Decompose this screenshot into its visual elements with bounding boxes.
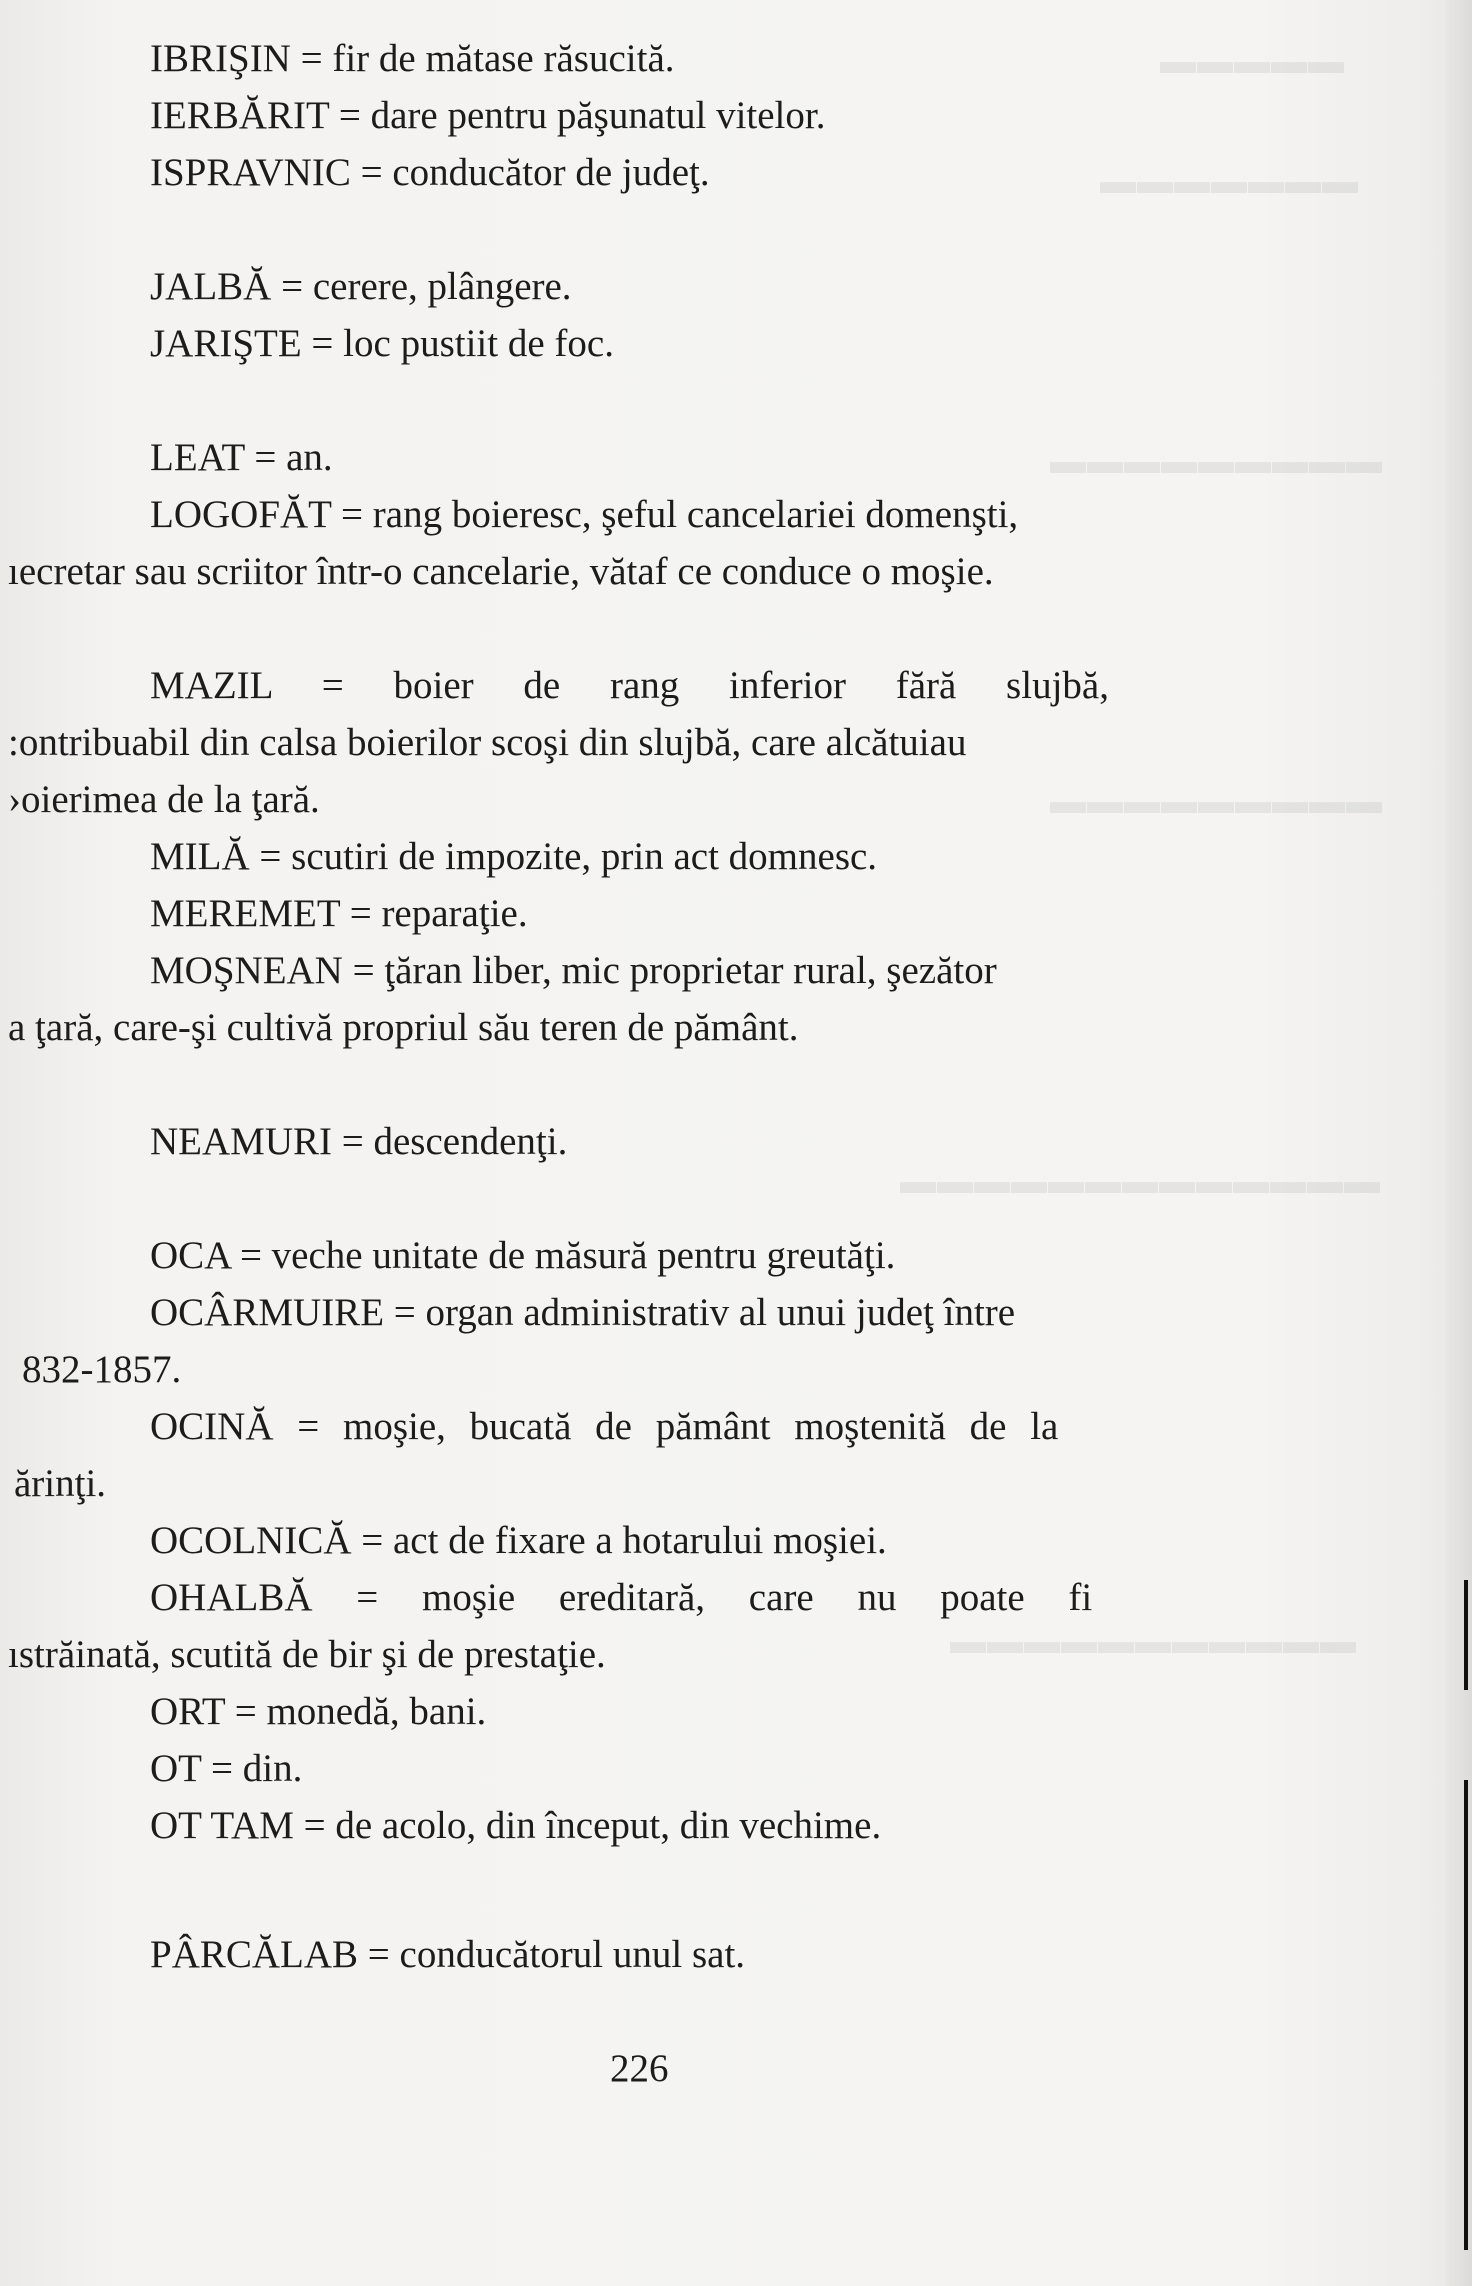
bleed-through-texture: ▬▬▬▬▬▬▬▬▬ <box>1050 781 1383 821</box>
entry-neamuri: NEAMURI = descendenţi. <box>150 1120 568 1163</box>
entry-mila: MILĂ = scutiri de impozite, prin act domnesc. <box>150 835 878 878</box>
entry-ibrisin: IBRIŞIN = fir de mătase răsucită. <box>150 37 675 80</box>
bleed-through-texture: ▬▬▬▬▬▬▬▬▬▬▬ <box>950 1621 1357 1661</box>
entry-jalba: JALBĂ = cerere, plângere. <box>150 265 572 308</box>
page-number: 226 <box>610 2047 669 2090</box>
entry-ocarmuire-line2: 832-1857. <box>22 1348 182 1391</box>
entry-ierbarit: IERBĂRIT = dare pentru păşunatul vitelor. <box>150 94 826 137</box>
entry-ocina-line1: OCINĂ = moşie, bucată de pământ moştenită de la <box>150 1405 1059 1448</box>
entry-logofat-line1: LOGOFĂT = rang boieresc, şeful cancelariei domenşti, <box>150 493 1019 536</box>
page-edge-mark <box>1464 1780 1468 2250</box>
entry-ocarmuire-line1: OCÂRMUIRE = organ administrativ al unui judeţ între <box>150 1291 1016 1334</box>
entry-ocina-line2: ărinţi. <box>14 1462 107 1505</box>
entry-ohabla-line1: OHALBĂ = moşie ereditară, care nu poate fi <box>150 1576 1093 1619</box>
entry-meremet: MEREMET = reparaţie. <box>150 892 528 935</box>
entry-logofat-line2: ıecretar sau scriitor într-o cancelarie, vătaf ce conduce o moşie. <box>8 550 994 593</box>
entry-mosnean-line1: MOŞNEAN = ţăran liber, mic proprietar rural, şezător <box>150 949 997 992</box>
entry-mazil-line3: ›oierimea de la ţară. <box>8 778 320 821</box>
entry-ot-tam: OT TAM = de acolo, din început, din vechime. <box>150 1804 882 1847</box>
entry-ot: OT = din. <box>150 1747 303 1790</box>
entry-jariste: JARIŞTE = loc pustiit de foc. <box>150 322 614 365</box>
bleed-through-texture: ▬▬▬▬▬▬▬▬▬ <box>1050 441 1383 481</box>
entry-ispravnic: ISPRAVNIC = conducător de judeţ. <box>150 151 710 194</box>
entry-leat: LEAT = an. <box>150 436 333 479</box>
entry-mazil-line1: MAZIL = boier de rang inferior fără slujbă, <box>150 664 1109 707</box>
page-edge-mark <box>1464 1580 1468 1690</box>
entry-ocolnica: OCOLNICĂ = act de fixare a hotarului moşiei. <box>150 1519 887 1562</box>
entry-ort: ORT = monedă, bani. <box>150 1690 487 1733</box>
entry-ohabla-line2: ıstrăinată, scutită de bir şi de prestaţie. <box>8 1633 606 1676</box>
entry-mosnean-line2: a ţară, care-şi cultivă propriul său teren de pământ. <box>8 1006 799 1049</box>
bleed-through-texture: ▬▬▬▬▬▬▬▬▬▬▬▬▬ <box>900 1161 1381 1201</box>
entry-oca: OCA = veche unitate de măsură pentru greutăţi. <box>150 1234 896 1277</box>
bleed-through-texture: ▬▬▬▬▬▬▬ <box>1100 161 1359 201</box>
page-edge-shadow <box>1446 0 1472 2286</box>
entry-mazil-line2: :ontribuabil din calsa boierilor scoşi din slujbă, care alcătuiau <box>8 721 967 764</box>
bleed-through-texture: ▬▬▬▬▬ <box>1160 41 1345 81</box>
entry-parcalab: PÂRCĂLAB = conducătorul unul sat. <box>150 1933 746 1976</box>
